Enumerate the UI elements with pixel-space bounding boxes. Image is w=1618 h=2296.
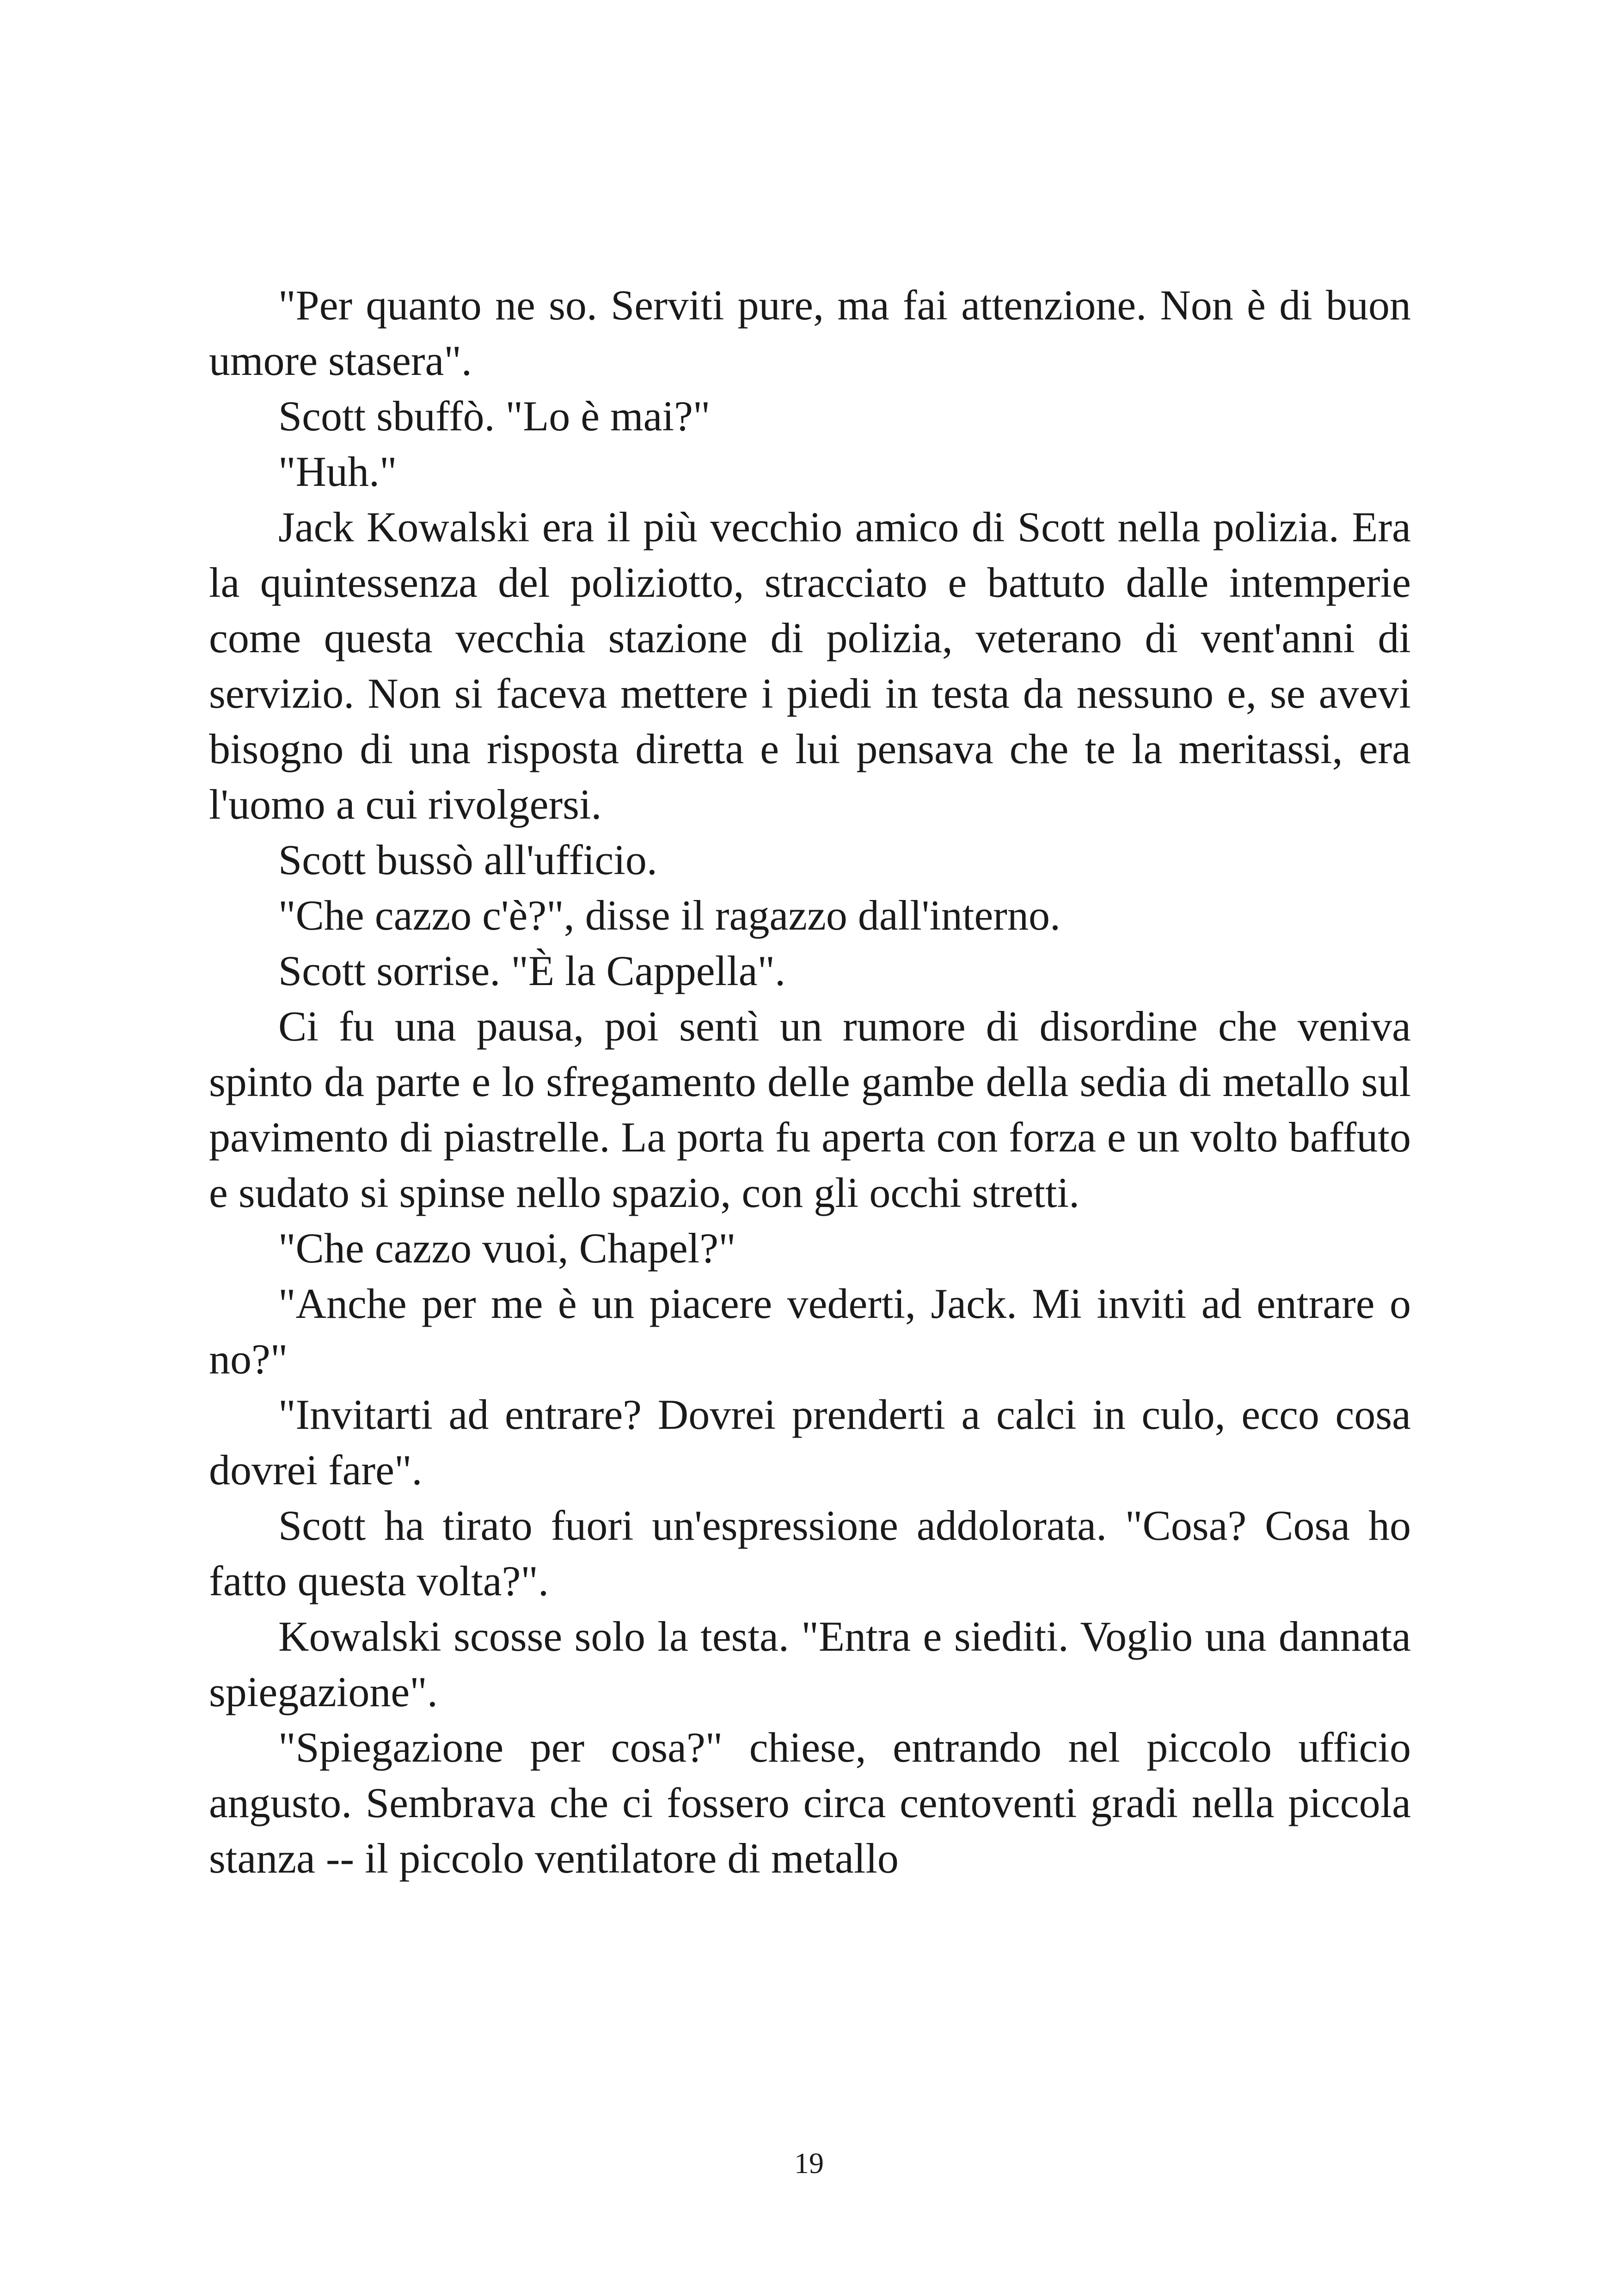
paragraph: "Huh." (278, 448, 397, 495)
paragraph: Scott sorrise. "È la Cappella". (278, 947, 786, 994)
paragraph: "Invitarti ad entrare? Dovrei prenderti a calci in culo, ecco cosa dovrei fare". (209, 1391, 1411, 1494)
paragraph: Scott ha tirato fuori un'espressione addolorata. "Cosa? Cosa ho fatto questa volta?". (209, 1502, 1411, 1604)
paragraph: "Che cazzo c'è?", disse il ragazzo dall'interno. (278, 892, 1060, 939)
page-number: 19 (794, 2147, 824, 2180)
paragraph: Scott sbuffò. "Lo è mai?" (278, 392, 711, 440)
paragraph: "Anche per me è un piacere vederti, Jack. Mi inviti ad entrare o no?" (209, 1280, 1411, 1383)
paragraph: Jack Kowalski era il più vecchio amico di Scott nella polizia. Era la quintessenza del poliziotto, stracciato e battuto dalle intemperie come questa vecchia stazione di polizia, veterano di vent'anni di servizio. Non si faceva mettere i piedi in testa da nessuno e, se avevi bisogno di una risposta diretta e lui pensava che te la meritassi, era l'uomo a cui rivolgersi. (209, 503, 1411, 828)
body-text (209, 277, 1411, 1886)
paragraph: "Per quanto ne so. Serviti pure, ma fai attenzione. Non è di buon umore stasera". (209, 282, 1411, 384)
paragraph: Kowalski scosse solo la testa. "Entra e siediti. Voglio una dannata spiegazione". (209, 1613, 1411, 1715)
paragraph: "Che cazzo vuoi, Chapel?" (278, 1225, 736, 1272)
paragraph: "Spiegazione per cosa?" chiese, entrando nel piccolo ufficio angusto. Sembrava che ci fossero circa centoventi gradi nella piccola stanza -- il piccolo ventilatore di metallo (209, 1724, 1411, 1882)
paragraph: Scott bussò all'ufficio. (278, 836, 657, 883)
paragraph: Ci fu una pausa, poi sentì un rumore di disordine che veniva spinto da parte e lo sfregamento delle gambe della sedia di metallo sul pavimento di piastrelle. La porta fu aperta con forza e un volto baffuto e sudato si spinse nello spazio, con gli occhi stretti. (209, 1003, 1411, 1216)
